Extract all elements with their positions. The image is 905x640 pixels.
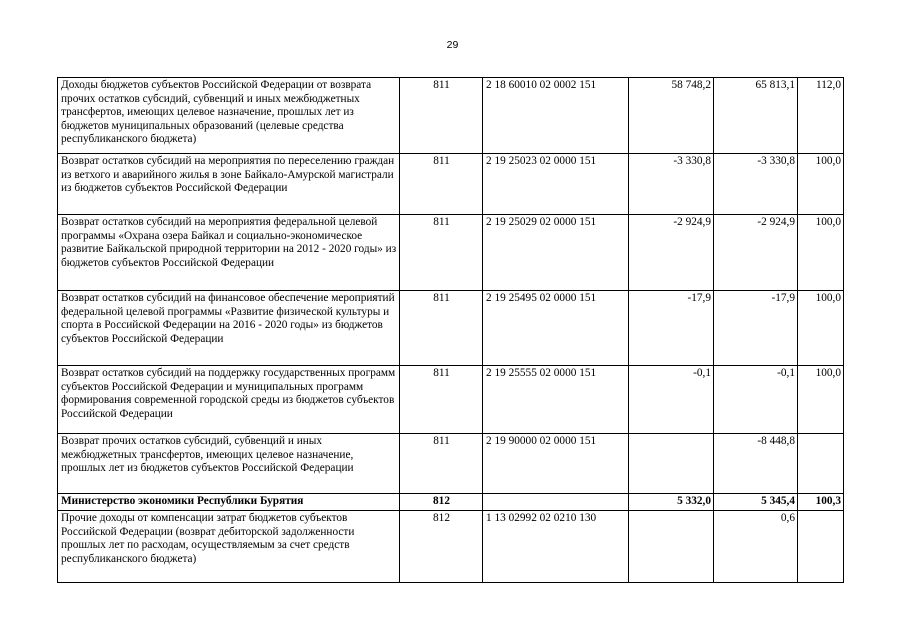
fact-amount-cell: -17,9 — [714, 291, 798, 366]
percent-cell: 100,0 — [798, 215, 844, 291]
income-name-cell: Доходы бюджетов субъектов Российской Федерации от возврата прочих остатков субсидий, субвенций и иных межбюджетных трансфертов, имеющих целевое назначение, прошлых лет из бюджетов муниципальных образований (целевые средства республиканского бюджета) — [58, 78, 400, 154]
table-row — [58, 78, 844, 154]
table-row — [58, 154, 844, 215]
fact-amount-cell: -3 330,8 — [714, 154, 798, 215]
admin-code-cell: 811 — [400, 215, 483, 291]
percent-cell: 112,0 — [798, 78, 844, 154]
income-name-cell: Возврат остатков субсидий на финансовое обеспечение мероприятий федеральной целевой программы «Развитие физической культуры и спорта в Российской Федерации на 2016 - 2020 годы» из бюджетов субъектов Российской Федерации — [58, 291, 400, 366]
percent-cell — [798, 511, 844, 583]
admin-code-cell: 811 — [400, 366, 483, 434]
fact-amount-cell: 65 813,1 — [714, 78, 798, 154]
plan-amount-cell: -3 330,8 — [629, 154, 714, 215]
ministry-subtotal-row — [58, 494, 844, 511]
admin-code-cell: 811 — [400, 154, 483, 215]
plan-amount-cell: -2 924,9 — [629, 215, 714, 291]
budget-code-cell: 2 19 25029 02 0000 151 — [483, 215, 629, 291]
budget-table — [57, 77, 844, 583]
budget-code-cell: 2 19 25495 02 0000 151 — [483, 291, 629, 366]
budget-code-cell: 1 13 02992 02 0210 130 — [483, 511, 629, 583]
budget-code-cell: 2 18 60010 02 0002 151 — [483, 78, 629, 154]
fact-amount-cell: -0,1 — [714, 366, 798, 434]
percent-cell: 100,0 — [798, 154, 844, 215]
admin-code-cell: 812 — [400, 494, 483, 511]
income-name-cell: Возврат остатков субсидий на поддержку государственных программ субъектов Российской Федерации и муниципальных программ формирования современной городской среды из бюджетов субъектов Российской Федерации — [58, 366, 400, 434]
page-number: 29 — [446, 39, 459, 51]
table-row — [58, 291, 844, 366]
admin-code-cell: 811 — [400, 291, 483, 366]
plan-amount-cell: -0,1 — [629, 366, 714, 434]
income-name-cell: Возврат прочих остатков субсидий, субвенций и иных межбюджетных трансфертов, имеющих целевое назначение, прошлых лет из бюджетов субъектов Российской Федерации — [58, 434, 400, 494]
plan-amount-cell — [629, 511, 714, 583]
budget-code-cell: 2 19 25023 02 0000 151 — [483, 154, 629, 215]
fact-amount-cell: 0,6 — [714, 511, 798, 583]
admin-code-cell: 811 — [400, 78, 483, 154]
plan-amount-cell: 5 332,0 — [629, 494, 714, 511]
admin-code-cell: 811 — [400, 434, 483, 494]
plan-amount-cell: -17,9 — [629, 291, 714, 366]
fact-amount-cell: -2 924,9 — [714, 215, 798, 291]
table-row — [58, 434, 844, 494]
percent-cell — [798, 434, 844, 494]
budget-code-cell: 2 19 25555 02 0000 151 — [483, 366, 629, 434]
budget-code-cell — [483, 494, 629, 511]
percent-cell: 100,0 — [798, 366, 844, 434]
admin-code-cell: 812 — [400, 511, 483, 583]
fact-amount-cell: -8 448,8 — [714, 434, 798, 494]
plan-amount-cell: 58 748,2 — [629, 78, 714, 154]
income-name-cell: Возврат остатков субсидий на мероприятия федеральной целевой программы «Охрана озера Байкал и социально-экономическое развитие Байкальской природной территории на 2012 - 2020 годы» из бюджетов субъектов Российской Федерации — [58, 215, 400, 291]
income-name-cell: Прочие доходы от компенсации затрат бюджетов субъектов Российской Федерации (возврат дебиторской задолженности прошлых лет по расходам, осуществляемым за счет средств республиканского бюджета) — [58, 511, 400, 583]
percent-cell: 100,3 — [798, 494, 844, 511]
budget-code-cell: 2 19 90000 02 0000 151 — [483, 434, 629, 494]
percent-cell: 100,0 — [798, 291, 844, 366]
income-name-cell: Возврат остатков субсидий на мероприятия по переселению граждан из ветхого и аварийного жилья в зоне Байкало-Амурской магистрали из бюджетов субъектов Российской Федерации — [58, 154, 400, 215]
ministry-name-cell: Министерство экономики Республики Бурятия — [58, 494, 400, 511]
table-row — [58, 215, 844, 291]
table-row — [58, 366, 844, 434]
fact-amount-cell: 5 345,4 — [714, 494, 798, 511]
table-row — [58, 511, 844, 583]
plan-amount-cell — [629, 434, 714, 494]
